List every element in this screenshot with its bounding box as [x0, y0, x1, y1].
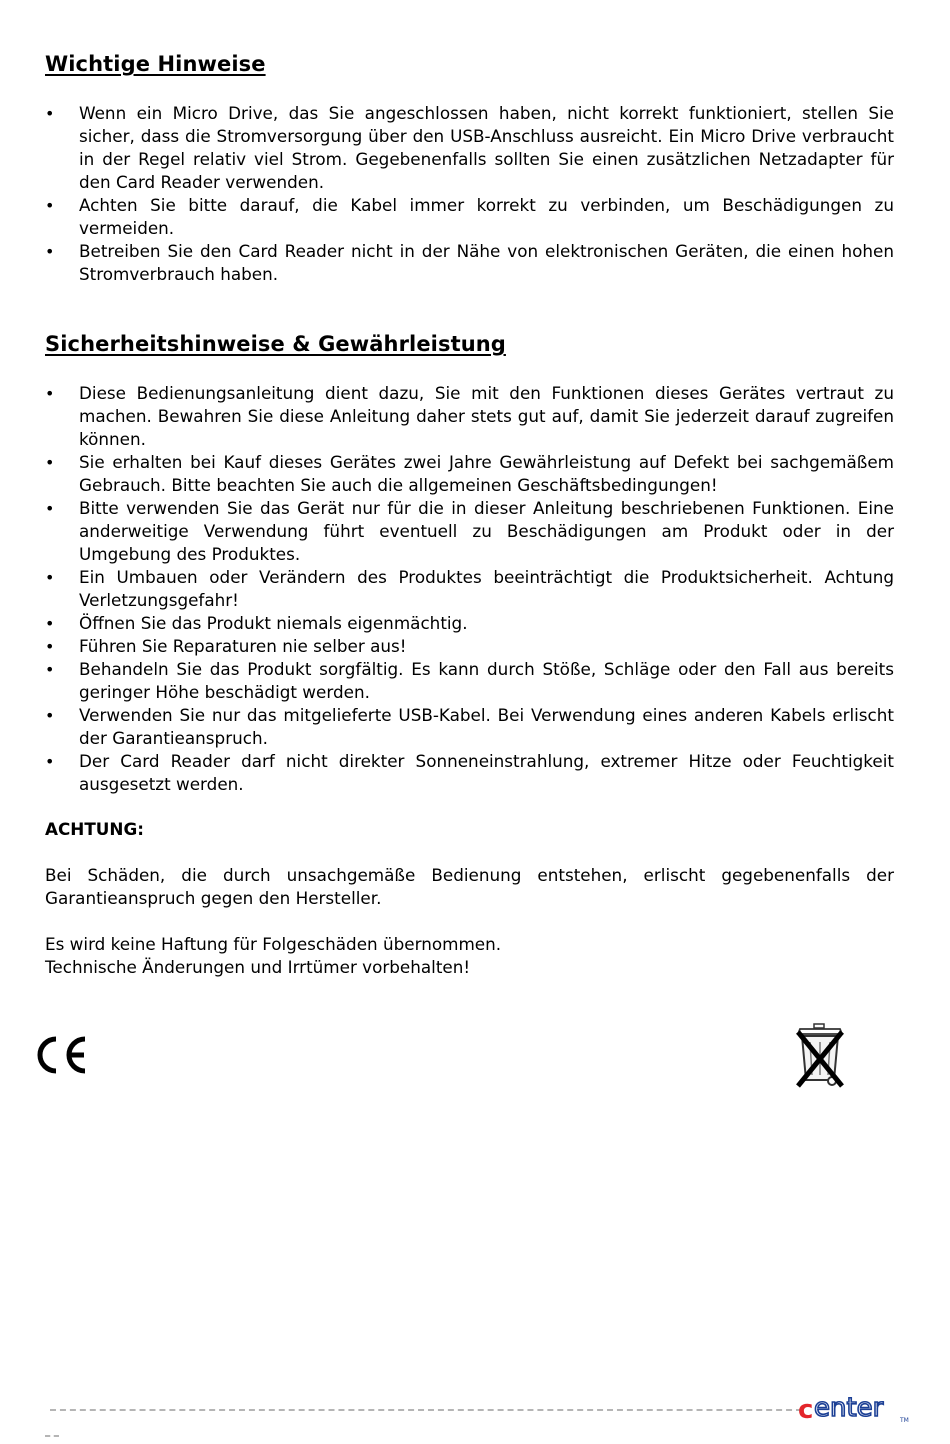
crossed-out-bin-icon: [792, 1020, 848, 1090]
list-item: • Achten Sie bitte darauf, die Kabel immer korrekt zu verbinden, um Beschädigungen zu vermeiden.: [45, 194, 894, 240]
logo-trademark: TM: [900, 1417, 909, 1424]
warning-label: ACHTUNG:: [45, 819, 144, 839]
list-item: • Betreiben Sie den Card Reader nicht in der Nähe von elektronischen Geräten, die einen hohen Stromverbrauch haben.: [45, 240, 894, 286]
list-item: • Wenn ein Micro Drive, das Sie angeschlossen haben, nicht korrekt funktioniert, stellen Sie sicher, dass die Stromversorgung über den USB-Anschluss ausreicht. Ein Micro Drive verbraucht in der Regel relativ viel Strom. Gegebenenfalls sollten Sie einen zusätzlichen Netzadapter für den Card Reader verwenden.: [45, 102, 894, 194]
heading-safety-warranty: Sicherheitshinweise & Gewährleistung: [45, 332, 506, 356]
changes-paragraph: Technische Änderungen und Irrtümer vorbehalten!: [45, 957, 471, 977]
list-item: • Führen Sie Reparaturen nie selber aus!: [45, 635, 894, 658]
list-item: • Sie erhalten bei Kauf dieses Gerätes zwei Jahre Gewährleistung auf Defekt bei sachgemäßem Gebrauch. Bitte beachten Sie auch die allgemeinen Geschäftsbedingungen!: [45, 451, 894, 497]
footer-divider-continuation: [45, 1435, 59, 1437]
center-logo: [798, 1392, 910, 1424]
important-notes-list: [45, 102, 894, 286]
liability-paragraph: Es wird keine Haftung für Folgeschäden übernommen.: [45, 934, 502, 954]
heading-important-notes: Wichtige Hinweise: [45, 52, 266, 76]
safety-notes-list: [45, 382, 894, 796]
list-item: • Öffnen Sie das Produkt niemals eigenmächtig.: [45, 612, 894, 635]
logo-enter-text: enter: [814, 1393, 884, 1423]
ce-mark-icon: [32, 1034, 90, 1076]
list-item: • Bitte verwenden Sie das Gerät nur für die in dieser Anleitung beschriebenen Funktionen. Eine anderweitige Verwendung führt eventuell zu Beschädigungen am Produkt oder in der Umgebung des Produktes.: [45, 497, 894, 566]
logo-c-letter: c: [798, 1395, 814, 1424]
list-item: • Verwenden Sie nur das mitgelieferte USB-Kabel. Bei Verwendung eines anderen Kabels erlischt der Garantieanspruch.: [45, 704, 894, 750]
list-item: • Behandeln Sie das Produkt sorgfältig. Es kann durch Stöße, Schläge oder den Fall aus bereits geringer Höhe beschädigt werden.: [45, 658, 894, 704]
footer-divider: [50, 1409, 802, 1411]
list-item: • Der Card Reader darf nicht direkter Sonneneinstrahlung, extremer Hitze oder Feuchtigkeit ausgesetzt werden.: [45, 750, 894, 796]
list-item: • Diese Bedienungsanleitung dient dazu, Sie mit den Funktionen dieses Gerätes vertraut zu machen. Bewahren Sie diese Anleitung daher stets gut auf, damit Sie jederzeit darauf zugreifen können.: [45, 382, 894, 451]
list-item: • Ein Umbauen oder Verändern des Produktes beeinträchtigt die Produktsicherheit. Achtung Verletzungsgefahr!: [45, 566, 894, 612]
warning-paragraph: Bei Schäden, die durch unsachgemäße Bedienung entstehen, erlischt gegebenenfalls der Garantieanspruch gegen den Hersteller.: [45, 865, 894, 908]
